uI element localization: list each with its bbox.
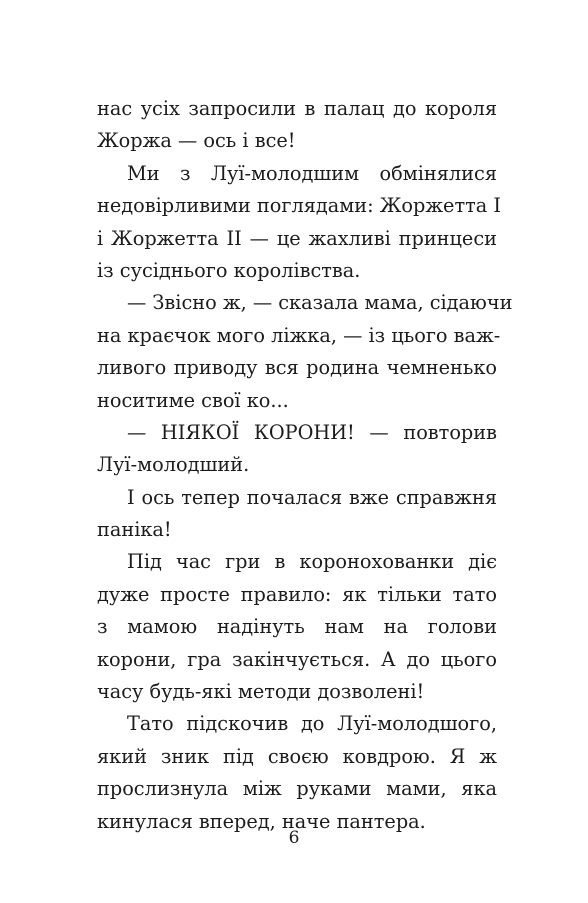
text-line: часу будь-які методи дозволені! [97,680,425,704]
text-line: ливого приводу вся родина чемненько [97,356,497,380]
text-line: паніка! [97,518,172,542]
text-line: Тато підскочив до Луї-молодшого, [127,712,497,736]
text-line: з мамою надінуть нам на голови [97,615,497,639]
text-line: носитиме свої ко... [97,388,289,412]
text-line: нас усіх запросили в палац до короля [97,97,497,120]
text-line: Ми з Луї-молодшим обмінялися [127,161,497,185]
body-text [97,93,513,838]
text-line: — НІЯКОЇ КОРОНИ! — повторив [127,420,497,444]
text-line: який зник під своєю ковдрою. Я ж [97,744,497,768]
text-line: корони, гра закінчується. А до цього [97,647,497,671]
text-line: — Звісно ж, — сказала мама, сідаючи [127,291,513,315]
text-line: дуже просте правило: як тільки тато [97,582,497,606]
text-line: прослизнула між руками мами, яка [97,777,497,801]
text-line: І ось тепер почалася вже справжня [127,485,497,509]
text-line: недовірливими поглядами: Жоржетта I [97,194,502,218]
text-line: і Жоржетта II — це жахливі принцеси [97,226,497,250]
text-line: Жоржа — ось і все! [97,129,296,153]
page-number: 6 [288,828,300,848]
text-line: кинулася вперед, наче пантера. [97,809,426,833]
text-line: на краєчок мого ліжка, — із цього важ- [97,323,501,347]
text-line: Луї-молодший. [97,453,250,477]
text-line: із сусіднього королівства. [97,258,361,282]
text-line: Під час гри в короноховaнки діє [127,550,497,574]
